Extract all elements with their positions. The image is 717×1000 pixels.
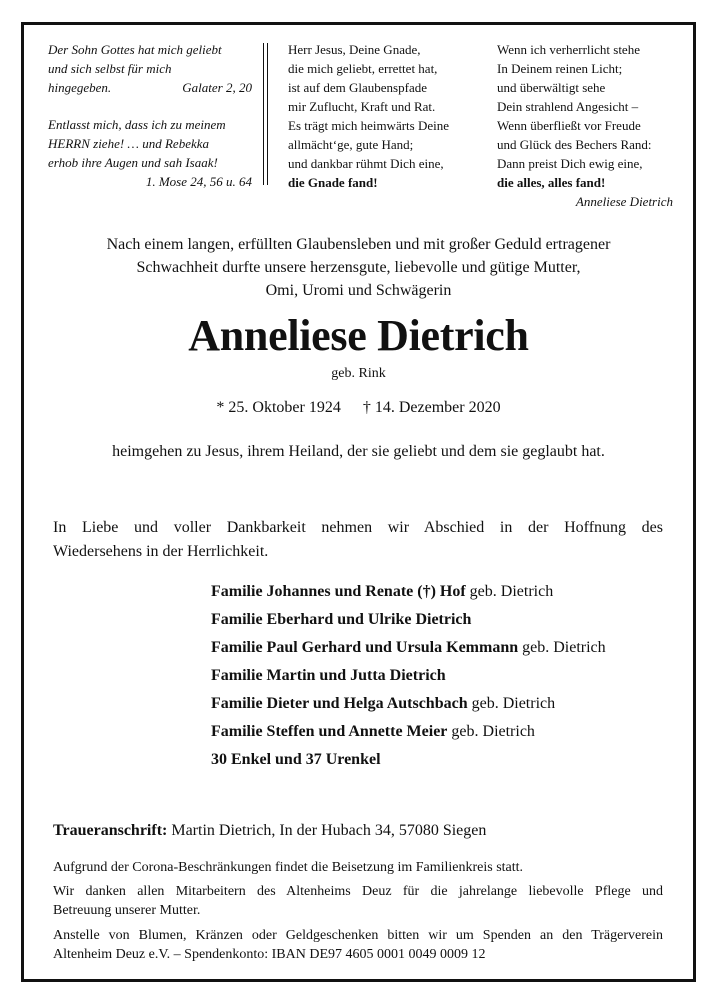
address-label: Traueranschrift: bbox=[53, 822, 168, 839]
verse-line: die Gnade fand! bbox=[288, 175, 378, 190]
family-name: Familie Martin und Jutta Dietrich bbox=[211, 667, 446, 684]
verse-line: Wenn überfließt vor Freude bbox=[497, 118, 641, 133]
verse-line: Der Sohn Gottes hat mich geliebt bbox=[48, 42, 222, 57]
verse-line: und Glück des Bechers Rand: bbox=[497, 137, 652, 152]
family-row bbox=[211, 578, 606, 606]
verse-line: ist auf dem Glaubenspfade bbox=[288, 80, 427, 95]
verse-line: Es trägt mich heimwärts Deine bbox=[288, 118, 450, 133]
verse-reference: Galater 2, 20 bbox=[182, 80, 252, 95]
family-name: Familie Eberhard und Ulrike Dietrich bbox=[211, 611, 472, 628]
family-row bbox=[211, 690, 606, 718]
note-line: Betreuung unserer Mutter. bbox=[53, 903, 201, 918]
verse-line bbox=[48, 78, 252, 97]
family-list bbox=[211, 578, 606, 774]
birth-name: geb. Rink bbox=[331, 366, 386, 381]
farewell-text bbox=[53, 516, 663, 564]
family-row bbox=[211, 606, 606, 634]
deceased-name: Anneliese Dietrich bbox=[188, 311, 529, 360]
note-line: Altenheim Deuz e.V. – Spendenkonto: IBAN DE97 4605 0001 0049 0009 12 bbox=[53, 947, 486, 962]
divider-bar bbox=[263, 43, 264, 185]
family-suffix: geb. Dietrich bbox=[467, 695, 556, 712]
verse-line: und überwältigt sehe bbox=[497, 80, 606, 95]
note-thanks bbox=[53, 882, 663, 920]
intro-line: Nach einem langen, erfüllten Glaubensleben und mit großer Geduld ertragener bbox=[106, 236, 611, 253]
farewell-line: Wiedersehens in der Herrlichkeit. bbox=[53, 543, 269, 560]
verse-right bbox=[497, 40, 673, 211]
farewell-line: In Liebe und voller Dankbarkeit nehmen wir Abschied in der Hoffnung des bbox=[53, 519, 663, 536]
verse-line: In Deinem reinen Licht; bbox=[497, 61, 623, 76]
address-value: Martin Dietrich, In der Hubach 34, 57080 Siegen bbox=[167, 822, 487, 839]
family-suffix: geb. Dietrich bbox=[518, 639, 606, 656]
family-name: Familie Johannes und Renate (†) Hof bbox=[211, 583, 466, 600]
verse-line: und sich selbst für mich bbox=[48, 61, 172, 76]
family-row bbox=[211, 718, 606, 746]
divider-bar bbox=[267, 43, 268, 185]
verse-left bbox=[48, 40, 252, 191]
verse-line: Herr Jesus, Deine Gnade, bbox=[288, 42, 421, 57]
family-suffix: geb. Dietrich bbox=[465, 583, 554, 600]
mourning-address bbox=[53, 820, 486, 842]
spacer bbox=[48, 97, 252, 115]
verse-line: Wenn ich verherrlicht stehe bbox=[497, 42, 640, 57]
verse-line: HERRN ziehe! … und Rebekka bbox=[48, 136, 210, 151]
birth-date: * 25. Oktober 1924 bbox=[216, 399, 341, 416]
verse-line: die mich geliebt, errettet hat, bbox=[288, 61, 438, 76]
family-name: 30 Enkel und 37 Urenkel bbox=[211, 751, 381, 768]
family-name: Familie Dieter und Helga Autschbach bbox=[211, 695, 468, 712]
life-dates bbox=[24, 396, 693, 420]
family-suffix: geb. Dietrich bbox=[447, 723, 535, 740]
note-corona bbox=[53, 858, 663, 877]
intro-line: Omi, Uromi und Schwägerin bbox=[265, 282, 452, 299]
verse-line: und dankbar rühmt Dich eine, bbox=[288, 156, 444, 171]
family-name: Familie Paul Gerhard und Ursula Kemmann bbox=[211, 639, 519, 656]
verse-line: die alles, alles fand! bbox=[497, 175, 606, 190]
verse-author: Anneliese Dietrich bbox=[575, 194, 673, 209]
intro-line: Schwachheit durfte unsere herzensgute, liebevolle und gütige Mutter, bbox=[136, 259, 581, 276]
verse-reference: 1. Mose 24, 56 u. 64 bbox=[145, 174, 252, 189]
family-name: Familie Steffen und Annette Meier bbox=[211, 723, 448, 740]
family-row bbox=[211, 662, 606, 690]
intro-text bbox=[24, 233, 693, 302]
verse-middle bbox=[288, 40, 488, 192]
note-line: Wir danken allen Mitarbeitern des Altenheims Deuz für die jahrelange liebevolle Pflege und bbox=[53, 884, 663, 899]
verse-line: Entlasst mich, dass ich zu meinem bbox=[48, 117, 226, 132]
verse-text: hingegeben. bbox=[48, 80, 112, 95]
passed-text: heimgehen zu Jesus, ihrem Heiland, der sie geliebt und dem sie geglaubt hat. bbox=[112, 443, 605, 460]
verse-line: mir Zuflucht, Kraft und Rat. bbox=[288, 99, 436, 114]
verse-line: allmächt‘ge, gute Hand; bbox=[288, 137, 414, 152]
family-row bbox=[211, 746, 606, 774]
death-date: † 14. Dezember 2020 bbox=[362, 399, 501, 416]
note-donation bbox=[53, 926, 663, 964]
family-row bbox=[211, 634, 606, 662]
note-line: Aufgrund der Corona-Beschränkungen findet die Beisetzung im Familienkreis statt. bbox=[53, 860, 524, 875]
verse-line: Dann preist Dich ewig eine, bbox=[497, 156, 643, 171]
verse-line: Dein strahlend Angesicht – bbox=[497, 99, 639, 114]
verse-line: erhob ihre Augen und sah Isaak! bbox=[48, 155, 218, 170]
note-line: Anstelle von Blumen, Kränzen oder Geldgeschenken bitten wir um Spenden an den Trägerverein bbox=[53, 928, 663, 943]
